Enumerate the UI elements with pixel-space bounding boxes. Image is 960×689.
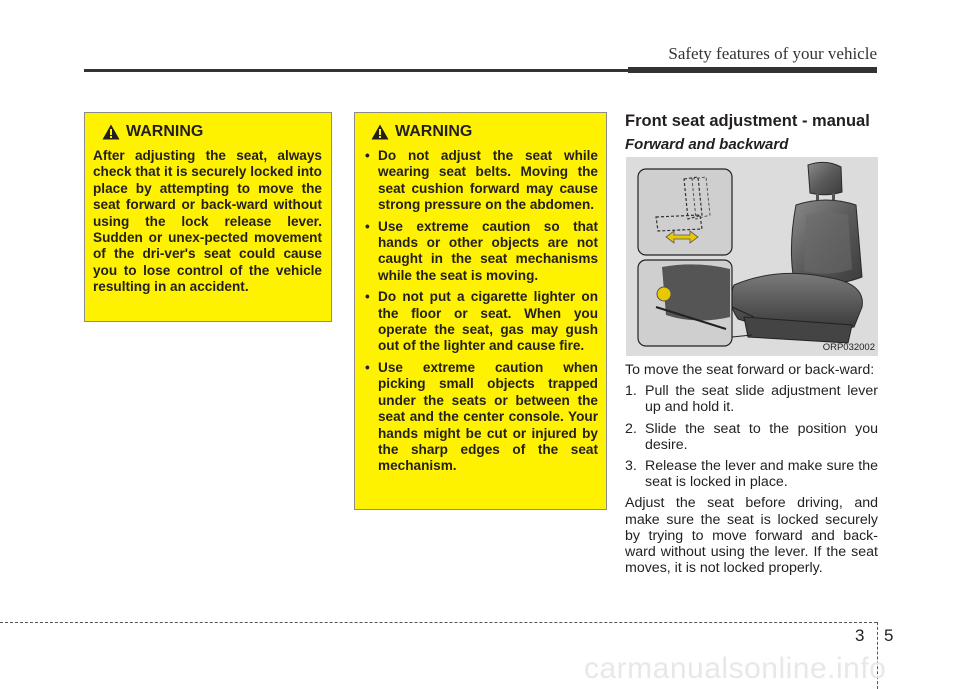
warning-heading-text: WARNING bbox=[126, 123, 204, 140]
warning-bullet-item: • Use extreme caution so that hands or other objects are not caught in the seat mechanisms while the seat is moving. bbox=[365, 218, 598, 283]
seat-illustration bbox=[626, 157, 878, 356]
step-item: 3. Release the lever and make sure the seat is locked in place. bbox=[625, 458, 878, 491]
warning-bullet-item: • Do not put a cigarette lighter on the floor or seat. When you operate the seat, gas may gush out of the lighter and cause fire. bbox=[365, 289, 598, 354]
warning-bullet-list bbox=[364, 148, 598, 475]
warning-heading bbox=[93, 123, 322, 141]
step-item: 2. Slide the seat to the position you desire. bbox=[625, 420, 878, 453]
watermark: carmanualsonline.info bbox=[584, 652, 887, 685]
warning-triangle-icon bbox=[102, 124, 120, 140]
section-subtitle: Forward and backward bbox=[625, 136, 789, 153]
warning-bullet-item: • Do not adjust the seat while wearing seat belts. Moving the seat cushion forward may cause strong pressure on the abdomen. bbox=[365, 148, 598, 213]
header-rule-accent bbox=[628, 67, 877, 73]
section-title: Front seat adjustment - manual bbox=[625, 112, 870, 130]
warning-bullet-item: • Use extreme caution when picking small objects trapped under the seats or between the seat and the center console. Your hands might be cut or injured by the sharp edges of the seat mechanism. bbox=[365, 359, 598, 474]
intro-paragraph: To move the seat forward or back-ward: bbox=[625, 362, 875, 378]
figure-code: ORP032002 bbox=[822, 342, 875, 353]
bullet-dot: • bbox=[365, 218, 370, 234]
bullet-dot: • bbox=[365, 148, 370, 163]
bullet-dot: • bbox=[365, 359, 370, 375]
header-section-title: Safety features of your vehicle bbox=[668, 44, 877, 63]
warning-triangle-icon bbox=[371, 124, 389, 140]
bullet-dot: • bbox=[365, 289, 370, 305]
step-item: 1. Pull the seat slide adjustment lever up and hold it. bbox=[625, 383, 878, 416]
page-number: 5 bbox=[884, 626, 894, 645]
seat-drawing bbox=[626, 157, 878, 356]
warning-text: After adjusting the seat, always check that it is securely locked into place by attempting to move the seat forward or back-ward without using the lock release lever. Sudden or unex-pected movement of the dri-ver's seat could cause you to lose control of the vehicle resulting in an accident. bbox=[93, 148, 322, 295]
warning-box-middle bbox=[354, 112, 607, 510]
closing-paragraph: Adjust the seat before driving, and make sure the seat is locked securely by trying to move forward and back-ward without using the lever. If the seat moves, it is not locked properly. bbox=[625, 495, 878, 577]
warning-box-left bbox=[84, 112, 332, 322]
warning-heading bbox=[364, 123, 598, 141]
body-text bbox=[625, 362, 878, 581]
chapter-number: 3 bbox=[855, 626, 865, 645]
footer-rule bbox=[0, 622, 877, 623]
warning-heading-text: WARNING bbox=[395, 123, 473, 140]
